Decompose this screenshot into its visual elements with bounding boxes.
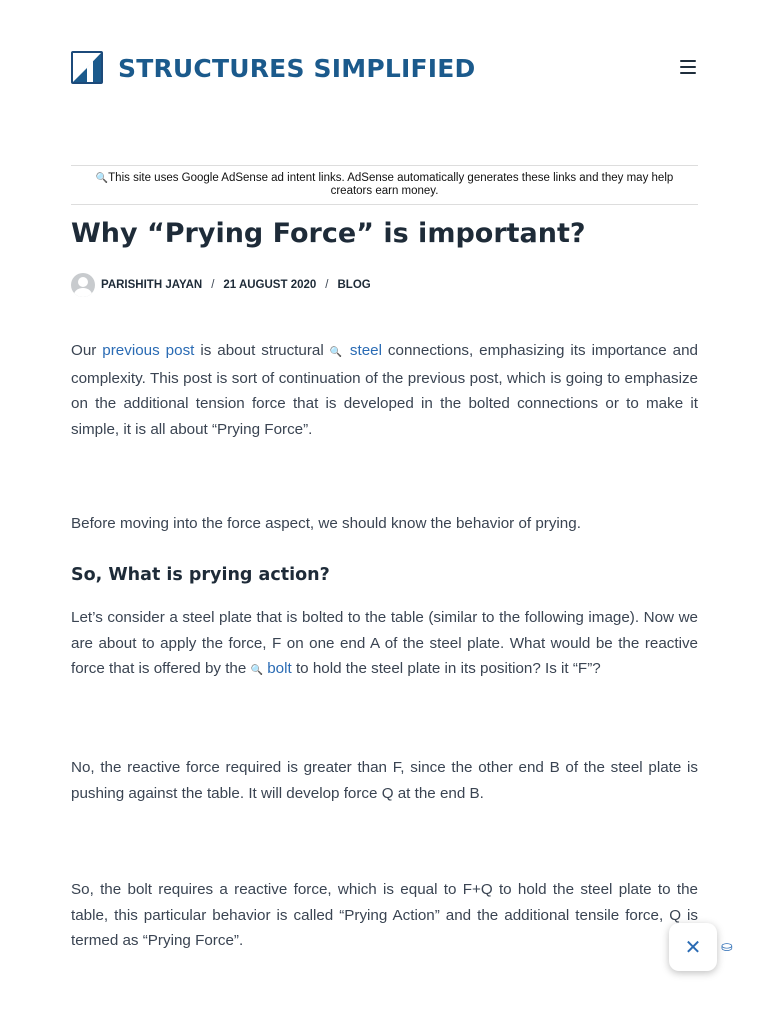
site-title[interactable]: STRUCTURES SIMPLIFIED [118,54,476,83]
post-meta [71,273,371,297]
search-icon: 🔍 [250,665,263,676]
adsense-notice [71,165,698,205]
search-icon: 🔍 [95,173,109,184]
adsense-notice-text: This site uses Google AdSense ad intent links. AdSense automatically generates these links and they may help creators earn money. [108,172,674,197]
meta-separator: / [211,279,215,291]
author-link[interactable]: PARISHITH JAYAN [101,279,203,291]
text-segment: Our [71,342,103,359]
hamburger-menu-icon[interactable] [678,57,698,77]
keyword-link-bolt[interactable]: bolt [267,660,292,677]
text-segment: is about structural [194,342,330,359]
text-segment: to hold the steel plate in its position? Is it “F”? [291,660,601,677]
paragraph-intro [71,338,698,442]
structures-logo-icon[interactable] [71,51,103,84]
shopping-bag-icon[interactable]: ⛀ [721,938,733,954]
post-title: Why “Prying Force” is important? [71,218,586,249]
text-segment: connections, emphasizing its importance and complexity. This post is sort of continuation of the previous post, which is going to emphasize on the additional tension force that is developed in the bolted connections or to make it simple, it is all about “Prying Force”. [71,342,699,438]
category-link[interactable]: BLOG [337,279,371,291]
meta-separator: / [325,279,329,291]
keyword-link-steel[interactable]: steel [349,342,382,359]
paragraph-behavior: Before moving into the force aspect, we should know the behavior of prying. [71,515,581,532]
paragraph-prying-action: So, the bolt requires a reactive force, which is equal to F+Q to hold the steel plate to the table, this particular behavior is called “Prying Action” and the additional tensile force, Q is termed as “Prying Force”. [71,881,698,949]
avatar[interactable] [71,273,95,297]
previous-post-link[interactable]: previous post [102,342,195,359]
text-segment: Let’s consider a steel plate that is bolted to the table (similar to the following image). Now we are about to apply the force, F on one end A of the steel plate. What would be the reactive force that is offered by the [71,609,698,677]
section-heading: So, What is prying action? [71,565,330,585]
search-icon: 🔍 [329,347,344,358]
close-button[interactable] [669,923,717,971]
site-header [71,51,698,87]
post-date[interactable]: 21 AUGUST 2020 [223,279,317,291]
paragraph-reactive-force: No, the reactive force required is greater than F, since the other end B of the steel plate is pushing against the table. It will develop force Q at the end B. [71,759,698,802]
paragraph-plate [71,605,698,684]
close-icon: ✕ [684,936,702,959]
